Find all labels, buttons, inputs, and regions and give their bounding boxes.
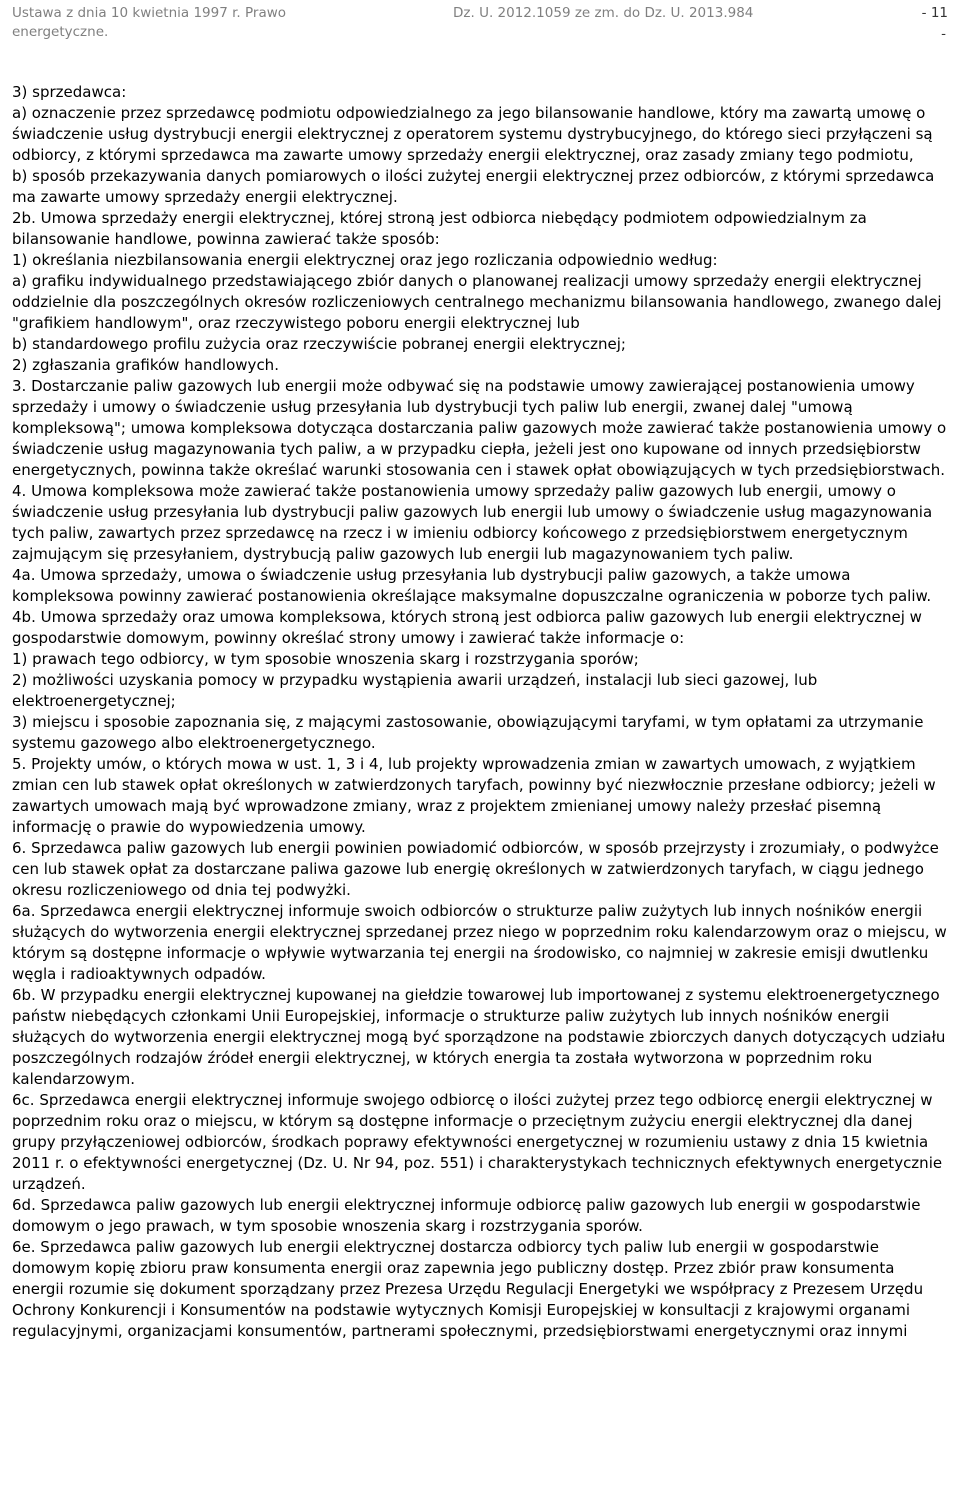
- paragraph-6: 6. Sprzedawca paliw gazowych lub energii powinien powiadomić odbiorców, w sposób przejrzysty i zrozumiały, o podwyżce cen lub stawek opłat za dostarczane paliwa gazowe lub energię określonych w zatwierdzonych taryfach, w ciągu jednego okresu rozliczeniowego od dnia tej podwyżki.: [12, 839, 939, 899]
- paragraph-3: 3. Dostarczanie paliw gazowych lub energii może odbywać się na podstawie umowy zawierającej postanowienia umowy sprzedaży i umowy o świadczenie usług przesyłania lub dystrybucji tych paliw lub energii, zwanej dalej "umową kompleksową"; umowa kompleksowa dotycząca dostarczania paliw gazowych może zawierać także postanowienia umowy o świadczenie usług magazynowania tych paliw, a w przypadku ciepła, jeżeli jest ono kupowane od innych przedsiębiorstw energetycznych, powinna także określać warunki stosowania cen i stawek opłat obowiązujących w tych przedsiębiorstwach.: [12, 377, 947, 479]
- act-title-line-2: energetyczne.: [12, 24, 109, 40]
- paragraph-4: 4. Umowa kompleksowa może zawierać także postanowienia umowy sprzedaży paliw gazowych lub energii, umowy o świadczenie usług przesyłania lub dystrybucji paliw gazowych lub energii lub umowy o świadczenie usług magazynowania tych paliw, zawartych przez sprzedawcę na rzecz i w imieniu odbiorcy końcowego z przedsiębiorstwem energetycznym zajmującym się przesyłaniem, dystrybucją paliw gazowych lub energii lub magazynowaniem tych paliw.: [12, 482, 933, 563]
- paragraph-2b-1: 1) określania niezbilansowania energii elektrycznej oraz jego rozliczania odpowiednio według:: [12, 251, 718, 269]
- paragraph-6d: 6d. Sprzedawca paliw gazowych lub energii elektrycznej informuje odbiorcę paliw gazowych lub energii w gospodarstwie domowym o jego prawach, w tym sposobie wnoszenia skarg i rozstrzygania sporów.: [12, 1196, 921, 1235]
- paragraph-2b-2: 2) zgłaszania grafików handlowych.: [12, 356, 279, 374]
- paragraph-6c: 6c. Sprzedawca energii elektrycznej informuje swojego odbiorcę o ilości zużytej przez tego odbiorcę energii elektrycznej w poprzednim roku oraz o miejscu, w którym są dostępne informacje o przeciętnym zużyciu energii elektrycznej dla danej grupy przyłączeniowej odbiorców, środkach poprawy efektywności energetycznej w rozumieniu ustawy z dnia 15 kwietnia 2011 r. o efektywności energetycznej (Dz. U. Nr 94, poz. 551) i charakterystykach technicznych efektywnych energetycznie urządzeń.: [12, 1091, 943, 1193]
- paragraph-2b-1a: a) grafiku indywidualnego przedstawiającego zbiór danych o planowanej realizacji umowy sprzedaży energii elektrycznej oddzielnie dla poszczególnych okresów rozliczeniowych centralnego mechanizmu bilansowania handlowego, zwanego dalej "grafikiem handlowym", oraz rzeczywistego poboru energii elektrycznej lub: [12, 272, 942, 332]
- paragraph-2b: 2b. Umowa sprzedaży energii elektrycznej, której stroną jest odbiorca niebędący podmiotem odpowiedzialnym za bilansowanie handlowe, powinna zawierać także sposób:: [12, 209, 867, 248]
- page-number-dash: -: [941, 26, 946, 42]
- paragraph-6b: 6b. W przypadku energii elektrycznej kupowanej na giełdzie towarowej lub importowanej z systemu elektroenergetycznego państw niebędących członkami Unii Europejskiej, informacje o strukturze paliw zużytych lub innych nośników energii służących do wytworzenia energii elektrycznej mogą być sporządzone na podstawie zbiorczych danych dotyczących udziału poszczególnych rodzajów źródeł energii elektrycznej, w których energia ta została wytworzona w poprzednim roku kalendarzowym.: [12, 986, 946, 1088]
- paragraph-3a: a) oznaczenie przez sprzedawcę podmiotu odpowiedzialnego za jego bilansowanie handlowe, który ma zawartą umowę o świadczenie usług dystrybucji energii elektrycznej z operatorem systemu dystrybucyjnego, do którego sieci przyłączeni są odbiorcy, z którymi sprzedawca ma zawarte umowy sprzedaży energii elektrycznej, oraz zasady zmiany tego podmiotu,: [12, 104, 933, 164]
- paragraph-4a: 4a. Umowa sprzedaży, umowa o świadczenie usług przesyłania lub dystrybucji paliw gazowych, a także umowa kompleksowa powinny zawierać postanowienia określające maksymalne dopuszczalne ograniczenia w poborze tych paliw.: [12, 566, 932, 605]
- paragraph-5: 5. Projekty umów, o których mowa w ust. 1, 3 i 4, lub projekty wprowadzenia zmian w zawartych umowach, z wyjątkiem zmian cen lub stawek opłat określonych w zatwierdzonych taryfach, powinny być niezwłocznie przesłane odbiorcy; jeżeli w zawartych umowach mają być wprowadzone zmiany, wraz z projektem zmienianej umowy należy przesłać pisemną informację o prawie do wypowiedzenia umowy.: [12, 755, 936, 836]
- journal-reference: Dz. U. 2012.1059 ze zm. do Dz. U. 2013.984: [453, 5, 754, 21]
- page-number: - 11: [921, 5, 948, 21]
- act-title-line-1: Ustawa z dnia 10 kwietnia 1997 r. Prawo: [12, 5, 287, 21]
- paragraph-6a: 6a. Sprzedawca energii elektrycznej informuje swoich odbiorców o strukturze paliw zużytych lub innych nośników energii służących do wytworzenia energii elektrycznej sprzedanej przez niego w poprzednim roku kalendarzowym oraz o miejscu, w którym są dostępne informacje o wpływie wytwarzania tej energii na środowisko, co najmniej w zakresie emisji dwutlenku węgla i radioaktywnych odpadów.: [12, 902, 947, 983]
- paragraph-2b-1b: b) standardowego profilu zużycia oraz rzeczywiście pobranej energii elektrycznej;: [12, 335, 626, 353]
- paragraph-4b-1: 1) prawach tego odbiorcy, w tym sposobie wnoszenia skarg i rozstrzygania sporów;: [12, 650, 639, 668]
- paragraph-3b: b) sposób przekazywania danych pomiarowych o ilości zużytej energii elektrycznej przez odbiorców, z którymi sprzedawca ma zawarte umowy sprzedaży energii elektrycznej.: [12, 167, 935, 206]
- paragraph-4b-2: 2) możliwości uzyskania pomocy w przypadku wystąpienia awarii urządzeń, instalacji lub sieci gazowej, lub elektroenergetycznej;: [12, 671, 818, 710]
- paragraph-4b: 4b. Umowa sprzedaży oraz umowa kompleksowa, których stroną jest odbiorca paliw gazowych lub energii elektrycznej w gospodarstwie domowym, powinny określać strony umowy i zawierać także informacje o:: [12, 608, 922, 647]
- paragraph-6e: 6e. Sprzedawca paliw gazowych lub energii elektrycznej dostarcza odbiorcy tych paliw lub energii w gospodarstwie domowym kopię zbioru praw konsumenta energii oraz zapewnia jego publiczny dostęp. Przez zbiór praw konsumenta energii rozumie się dokument sporządzany przez Prezesa Urzędu Regulacji Energetyki we współpracy z Prezesem Urzędu Ochrony Konkurencji i Konsumentów na podstawie wytycznych Komisji Europejskiej w konsultacji z krajowymi organami regulacyjnymi, organizacjami konsumentów, partnerami społecznymi, przedsiębiorstwami energetycznymi oraz innymi: [12, 1238, 924, 1340]
- paragraph-4b-3: 3) miejscu i sposobie zapoznania się, z mającymi zastosowanie, obowiązującymi taryfami, w tym opłatami za utrzymanie systemu gazowego albo elektroenergetycznego.: [12, 713, 924, 752]
- page-header: [0, 0, 960, 48]
- paragraph-3-sprzedawca: 3) sprzedawca:: [12, 83, 127, 101]
- document-body: [12, 82, 948, 1342]
